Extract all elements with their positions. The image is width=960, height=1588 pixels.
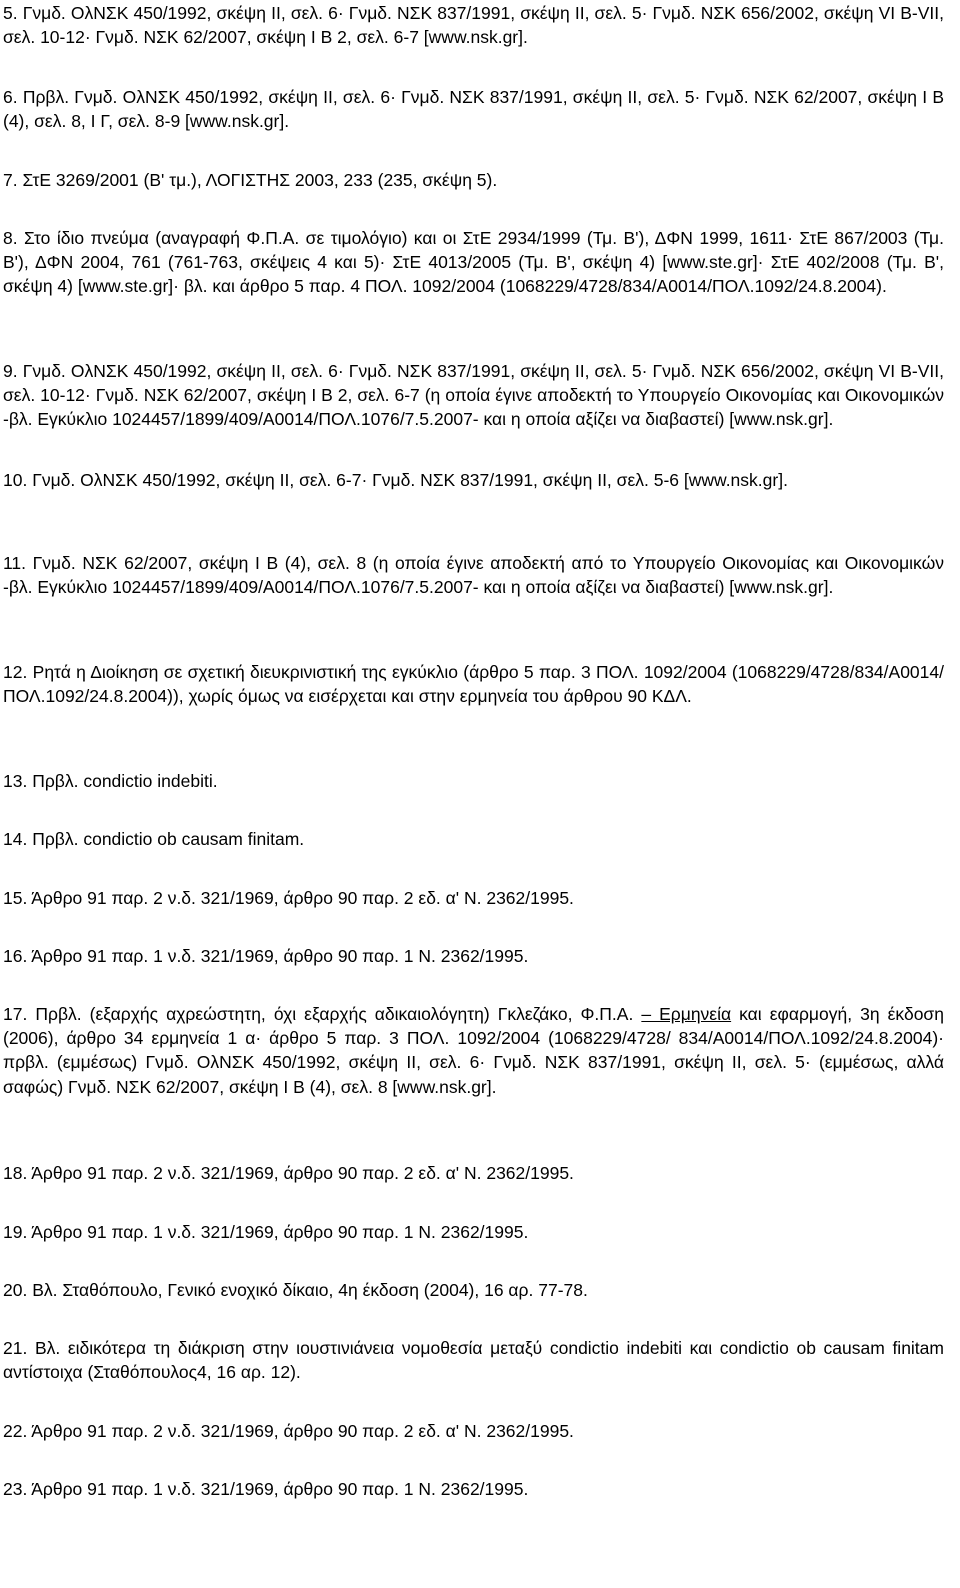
footnote-number: 12. bbox=[3, 662, 28, 682]
footnote-number: 14. bbox=[3, 829, 28, 849]
footnote-text: Βλ. ειδικότερα τη διάκριση στην ιουστινιάνεια νομοθεσία μεταξύ condictio indebiti και condictio ob causam finitam αντίστοιχα (Σταθόπουλος4, 16 αρ. 12). bbox=[3, 1338, 944, 1383]
footnote-text: Άρθρο 91 παρ. 1 ν.δ. 321/1969, άρθρο 90 παρ. 1 Ν. 2362/1995. bbox=[31, 1479, 529, 1499]
footnote-14 bbox=[3, 827, 944, 851]
footnote-18 bbox=[3, 1161, 944, 1185]
footnote-text: Πρβλ. (εξαρχής αχρεώστητη, όχι εξαρχής αδικαιολόγητη) Γκλεζάκο, Φ.Π.Α. bbox=[35, 1004, 642, 1024]
footnote-number: 19. bbox=[3, 1222, 28, 1242]
footnote-9 bbox=[3, 359, 944, 432]
footnote-text: Άρθρο 91 παρ. 1 ν.δ. 321/1969, άρθρο 90 παρ. 1 Ν. 2362/1995. bbox=[31, 946, 529, 966]
footnote-5 bbox=[3, 1, 944, 49]
footnote-11 bbox=[3, 551, 944, 599]
footnote-21 bbox=[3, 1336, 944, 1384]
footnote-number: 20. bbox=[3, 1280, 28, 1300]
footnote-text: Βλ. Σταθόπουλο, Γενικό ενοχικό δίκαιο, 4η έκδοση (2004), 16 αρ. 77-78. bbox=[32, 1280, 588, 1300]
footnote-number: 7. bbox=[3, 170, 18, 190]
footnote-text: Ρητά η Διοίκηση σε σχετική διευκρινιστική της εγκύκλιο (άρθρο 5 παρ. 3 ΠΟΛ. 1092/2004 (1068229/4728/834/Α0014/ΠΟΛ.1092/24.8.2004)), χωρίς όμως να εισέρχεται και στην ερμηνεία του άρθρου 90 ΚΔΛ. bbox=[3, 662, 944, 707]
footnote-text-underlined: – Ερμηνεία bbox=[641, 1004, 732, 1024]
footnote-7 bbox=[3, 168, 944, 192]
footnote-number: 9. bbox=[3, 361, 18, 381]
footnote-19 bbox=[3, 1220, 944, 1244]
footnote-number: 6. bbox=[3, 87, 18, 107]
footnote-17 bbox=[3, 1002, 944, 1099]
footnote-number: 18. bbox=[3, 1163, 28, 1183]
footnote-number: 11. bbox=[3, 553, 27, 573]
footnote-16 bbox=[3, 944, 944, 968]
footnote-number: 23. bbox=[3, 1479, 28, 1499]
footnote-8 bbox=[3, 226, 944, 299]
footnote-number: 8. bbox=[3, 228, 18, 248]
footnote-20 bbox=[3, 1278, 944, 1302]
footnote-text: Πρβλ. condictio ob causam finitam. bbox=[32, 829, 305, 849]
footnote-number: 13. bbox=[3, 771, 28, 791]
footnote-text: ΣτΕ 3269/2001 (Β' τμ.), ΛΟΓΙΣΤΗΣ 2003, 233 (235, σκέψη 5). bbox=[22, 170, 498, 190]
footnote-text: Γνμδ. ΝΣΚ 62/2007, σκέψη Ι Β (4), σελ. 8 (η οποία έγινε αποδεκτή από το Υπουργείο Οικονομίας και Οικονομικών -βλ. Εγκύκλιο 1024457/1899/409/Α0014/ΠΟΛ.1076/7.5.2007- και η οποία αξίζει να διαβαστεί) [www.nsk.gr]. bbox=[3, 553, 944, 598]
footnote-text: Πρβλ. condictio indebiti. bbox=[32, 771, 218, 791]
footnote-number: 22. bbox=[3, 1421, 28, 1441]
footnote-text: Άρθρο 91 παρ. 2 ν.δ. 321/1969, άρθρο 90 παρ. 2 εδ. α' Ν. 2362/1995. bbox=[31, 1163, 574, 1183]
footnote-6 bbox=[3, 85, 944, 133]
footnote-text: Γνμδ. ΟλΝΣΚ 450/1992, σκέψη ΙΙ, σελ. 6· Γνμδ. ΝΣΚ 837/1991, σκέψη ΙΙ, σελ. 5· Γνμδ. ΝΣΚ 656/2002, σκέψη VI B-VII, σελ. 10-12· Γνμδ. ΝΣΚ 62/2007, σκέψη Ι Β 2, σελ. 6-7 [www.nsk.gr]. bbox=[3, 3, 944, 48]
footnote-number: 17. bbox=[3, 1004, 28, 1024]
footnote-text: Γνμδ. ΟλΝΣΚ 450/1992, σκέψη ΙΙ, σελ. 6· Γνμδ. ΝΣΚ 837/1991, σκέψη ΙΙ, σελ. 5· Γνμδ. ΝΣΚ 656/2002, σκέψη VI B-VII, σελ. 10-12· Γνμδ. ΝΣΚ 62/2007, σκέψη Ι Β 2, σελ. 6-7 (η οποία έγινε αποδεκτή το Υπουργείο Οικονομίας και Οικονομικών -βλ. Εγκύκλιο 1024457/1899/409/Α0014/ΠΟΛ.1076/7.5.2007- και η οποία αξίζει να διαβαστεί) [www.nsk.gr]. bbox=[3, 361, 944, 430]
footnote-text: Άρθρο 91 παρ. 2 ν.δ. 321/1969, άρθρο 90 παρ. 2 εδ. α' Ν. 2362/1995. bbox=[31, 1421, 574, 1441]
footnote-text: Στο ίδιο πνεύμα (αναγραφή Φ.Π.Α. σε τιμολόγιο) και οι ΣτΕ 2934/1999 (Τμ. Β'), ΔΦΝ 1999, 1611· ΣτΕ 867/2003 (Τμ. Β'), ΔΦΝ 2004, 761 (761-763, σκέψεις 4 και 5)· ΣτΕ 4013/2005 (Τμ. Β', σκέψη 4) [www.ste.gr]· ΣτΕ 402/2008 (Τμ. Β', σκέψη 4) [www.ste.gr]· βλ. και άρθρο 5 παρ. 4 ΠΟΛ. 1092/2004 (1068229/4728/834/Α0014/ΠΟΛ.1092/24.8.2004). bbox=[3, 228, 944, 297]
footnote-text: Άρθρο 91 παρ. 2 ν.δ. 321/1969, άρθρο 90 παρ. 2 εδ. α' Ν. 2362/1995. bbox=[31, 888, 574, 908]
footnote-23 bbox=[3, 1477, 944, 1501]
footnote-15 bbox=[3, 886, 944, 910]
footnote-number: 21. bbox=[3, 1338, 28, 1358]
footnote-text: Πρβλ. Γνμδ. ΟλΝΣΚ 450/1992, σκέψη ΙΙ, σελ. 6· Γνμδ. ΝΣΚ 837/1991, σκέψη ΙΙ, σελ. 5· Γνμδ. ΝΣΚ 62/2007, σκέψη Ι Β (4), σελ. 8, Ι Γ, σελ. 8-9 [www.nsk.gr]. bbox=[3, 87, 944, 132]
footnote-12 bbox=[3, 660, 944, 708]
footnote-22 bbox=[3, 1419, 944, 1443]
footnote-number: 15. bbox=[3, 888, 28, 908]
footnote-13 bbox=[3, 769, 944, 793]
footnote-number: 16. bbox=[3, 946, 28, 966]
footnote-text: και εφαρμογή, 3η έκδοση (2006), άρθρο 34 ερμηνεία 1 α· άρθρο 5 παρ. 3 ΠΟΛ. 1092/2004 (1068229/4728/ 834/Α0014/ΠΟΛ.1092/24.8.2004)· πρβλ. (εμμέσως) Γνμδ. ΟλΝΣΚ 450/1992, σκέψη ΙΙ, σελ. 6· Γνμδ. ΝΣΚ 837/1991, σκέψη ΙΙ, σελ. 5· (εμμέσως, αλλά σαφώς) Γνμδ. ΝΣΚ 62/2007, σκέψη Ι Β (4), σελ. 8 [www.nsk.gr]. bbox=[3, 1004, 944, 1097]
footnote-10 bbox=[3, 468, 944, 492]
footnote-number: 10. bbox=[3, 470, 28, 490]
footnote-number: 5. bbox=[3, 3, 18, 23]
footnote-text: Γνμδ. ΟλΝΣΚ 450/1992, σκέψη ΙΙ, σελ. 6-7· Γνμδ. ΝΣΚ 837/1991, σκέψη ΙΙ, σελ. 5-6 [www.nsk.gr]. bbox=[32, 470, 788, 490]
footnote-text: Άρθρο 91 παρ. 1 ν.δ. 321/1969, άρθρο 90 παρ. 1 Ν. 2362/1995. bbox=[31, 1222, 529, 1242]
